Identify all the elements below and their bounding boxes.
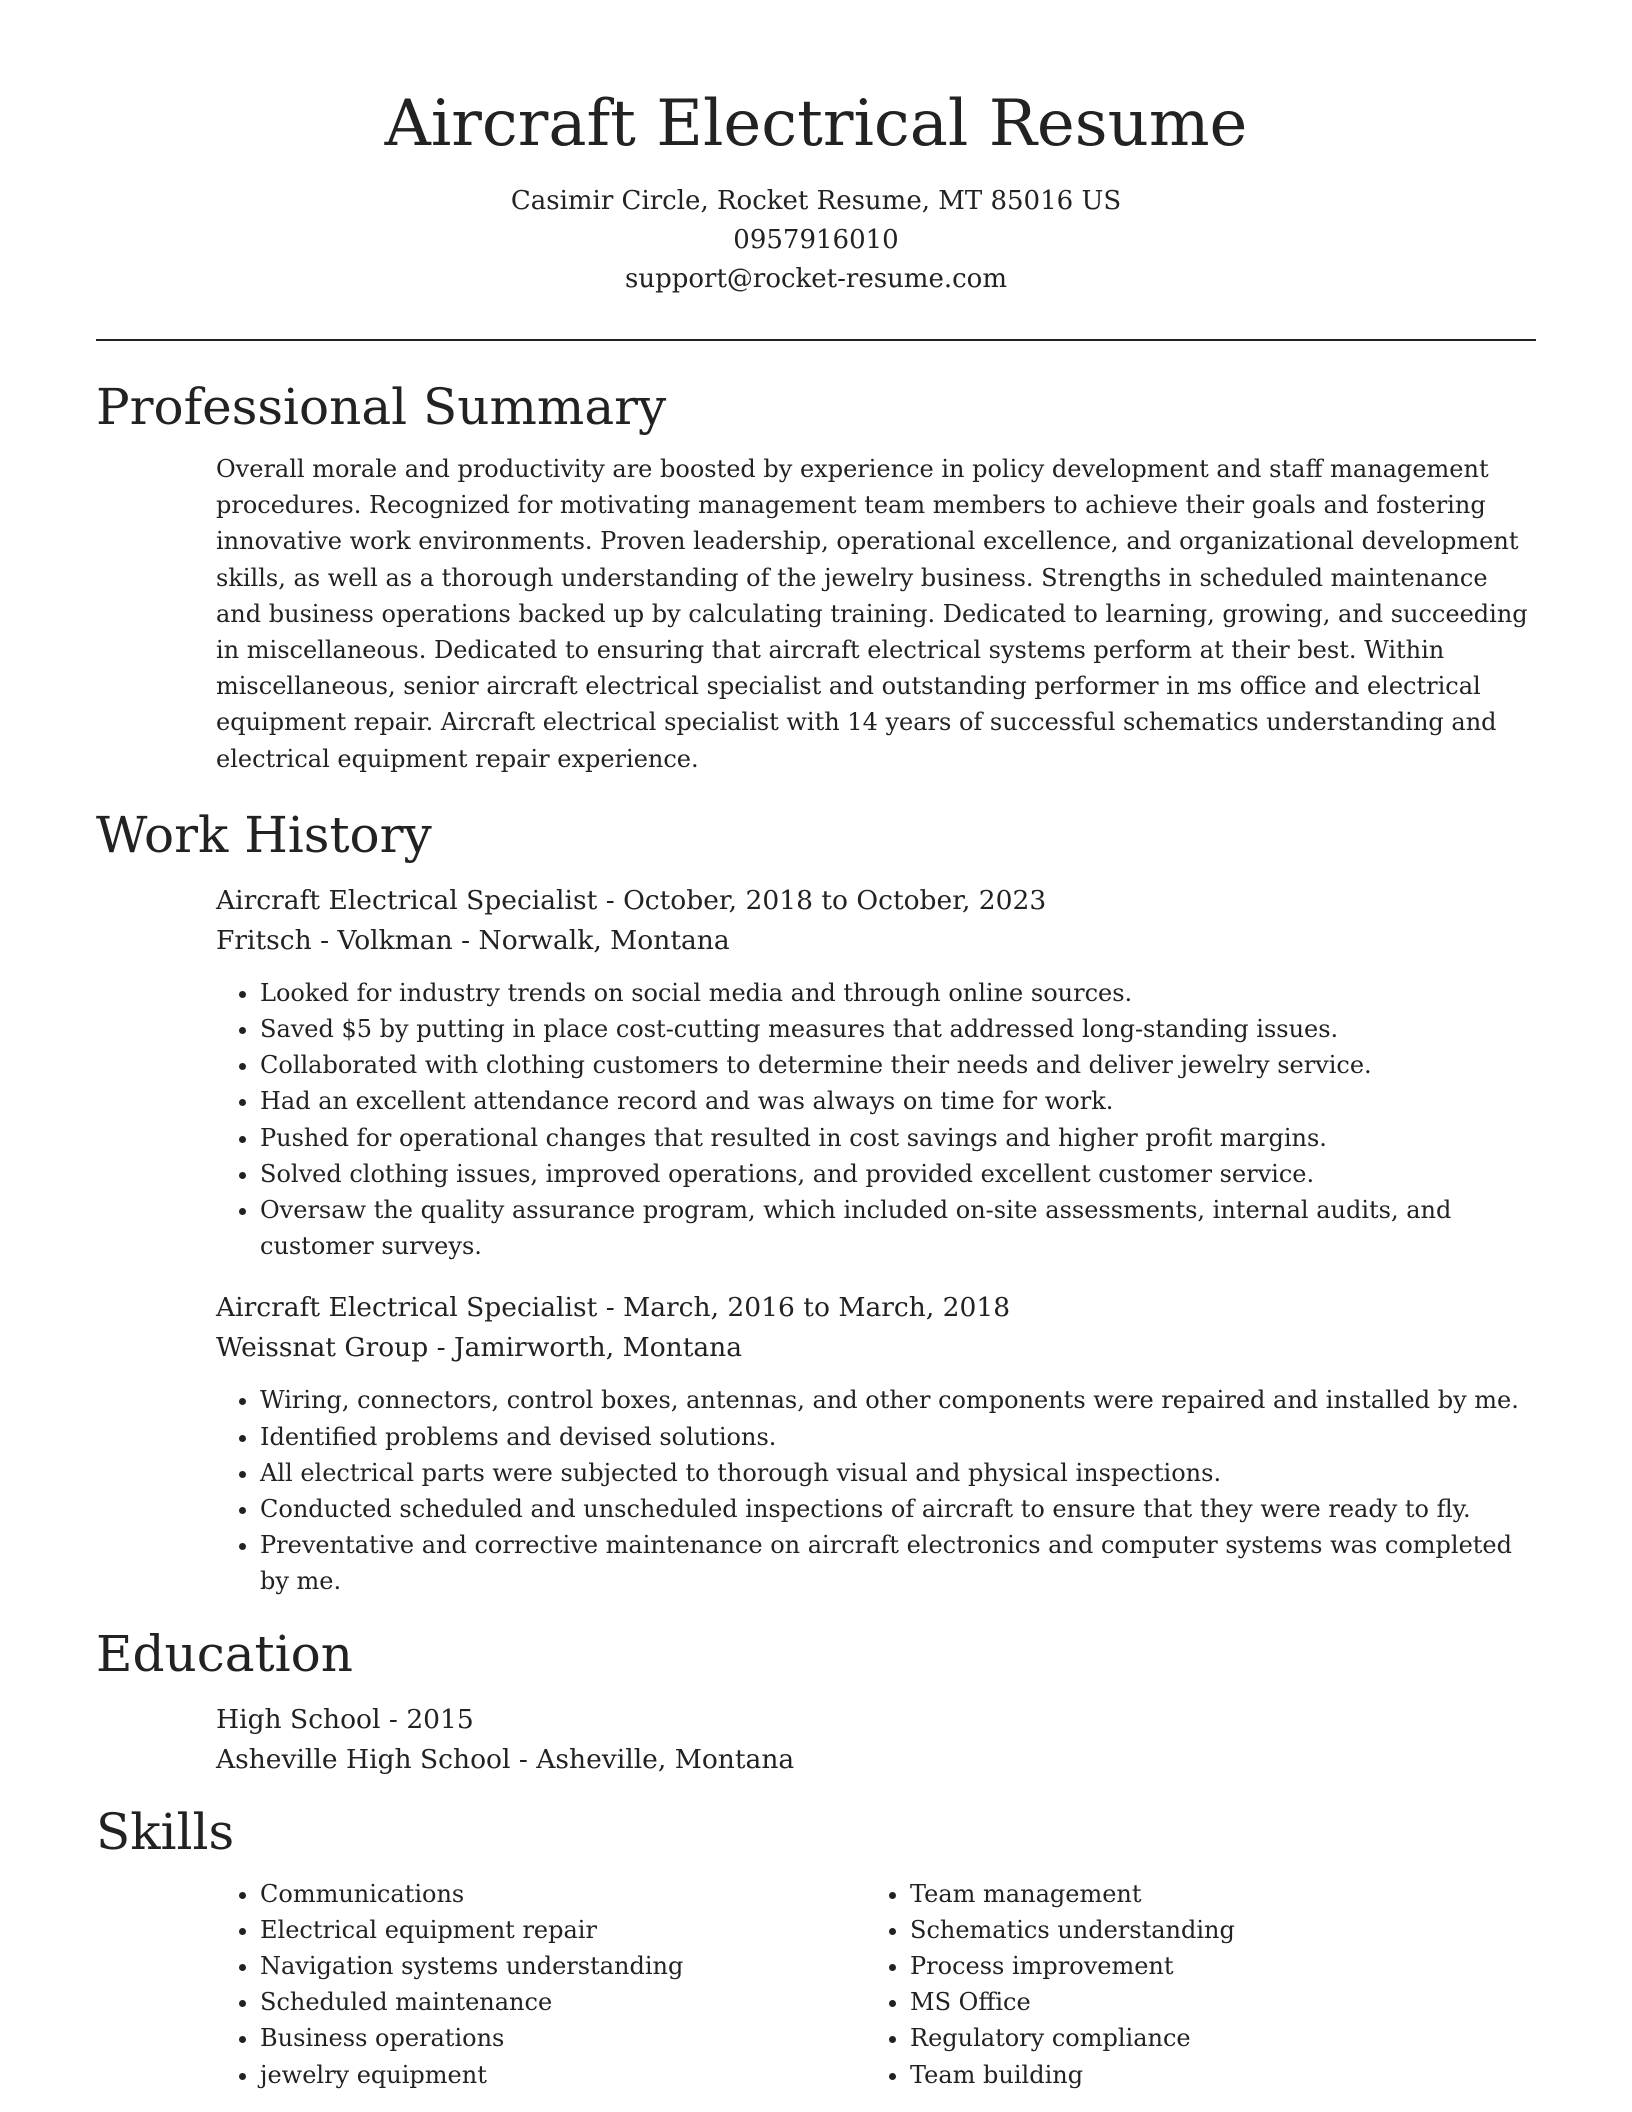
list-item: • Looked for industry trends on social media and through online sources. bbox=[260, 975, 1536, 1011]
list-item: • Conducted scheduled and unscheduled inspections of aircraft to ensure that they were ready to fly. bbox=[260, 1491, 1536, 1527]
education-school-line bbox=[216, 1740, 1536, 1780]
skills-grid bbox=[216, 1876, 1536, 2093]
contact-phone: 0957916010 bbox=[733, 225, 899, 255]
list-item: • Wiring, connectors, control boxes, antennas, and other components were repaired and installed by me. bbox=[260, 1382, 1536, 1418]
skills-section bbox=[96, 1800, 1536, 2093]
education-degree-line bbox=[216, 1700, 1536, 1740]
list-item: • Saved $5 by putting in place cost-cutting measures that addressed long-standing issues. bbox=[260, 1011, 1536, 1047]
job-dates: October, 2018 to October, 2023 bbox=[623, 884, 1047, 916]
list-item: • Had an excellent attendance record and was always on time for work. bbox=[260, 1083, 1536, 1119]
job-location: Norwalk, Montana bbox=[478, 924, 730, 956]
job-role: Aircraft Electrical Specialist bbox=[216, 1292, 598, 1324]
education-degree: High School bbox=[216, 1703, 381, 1735]
education-year: 2015 bbox=[406, 1703, 474, 1735]
skills-column-right bbox=[866, 1876, 1510, 2093]
list-item: • MS Office bbox=[910, 1984, 1510, 2020]
summary-text: Overall morale and productivity are boosted by experience in policy development and staff management procedures. Recognized for motivating management team members to achieve their goals and fostering innovative work environments. Proven leadership, operational excellence, and organizational development skills, as well as a thorough understanding of the jewelry business. Strengths in scheduled maintenance and business operations backed up by calculating training. Dedicated to learning, growing, and succeeding in miscellaneous. Dedicated to ensuring that aircraft electrical systems perform at their best. Within miscellaneous, senior aircraft electrical specialist and outstanding performer in ms office and electrical equipment repair. Aircraft electrical specialist with 14 years of successful schematics understanding and electrical equipment repair experience. bbox=[216, 455, 1528, 773]
job-separator: - bbox=[597, 884, 624, 916]
job-company: Fritsch - Volkman bbox=[216, 924, 453, 956]
skills-column-left bbox=[216, 1876, 866, 2093]
job-company-line bbox=[216, 921, 1536, 961]
education-heading: Education bbox=[96, 1624, 353, 1683]
education-entry bbox=[216, 1700, 1536, 1780]
education-separator: - bbox=[380, 1703, 407, 1735]
job-location: Jamirworth, Montana bbox=[454, 1332, 743, 1364]
work-history-heading: Work History bbox=[96, 805, 432, 864]
list-item: • Team building bbox=[910, 2057, 1510, 2093]
list-item: • Collaborated with clothing customers to determine their needs and deliver jewelry service. bbox=[260, 1047, 1536, 1083]
list-item: • Schematics understanding bbox=[910, 1912, 1510, 1948]
list-item: • Process improvement bbox=[910, 1948, 1510, 1984]
contact-email[interactable]: support@rocket-resume.com bbox=[624, 264, 1007, 294]
list-item: • Preventative and corrective maintenance on aircraft electronics and computer systems was completed by me. bbox=[260, 1527, 1536, 1599]
education-separator: - bbox=[510, 1743, 537, 1775]
list-item: • Navigation systems understanding bbox=[260, 1948, 866, 1984]
list-item: • Business operations bbox=[260, 2020, 866, 2056]
job-separator: - bbox=[428, 1332, 455, 1364]
list-item: • Oversaw the quality assurance program, which included on-site assessments, internal audits, and customer surveys. bbox=[260, 1192, 1536, 1264]
job-role: Aircraft Electrical Specialist bbox=[216, 884, 598, 916]
job-company-line bbox=[216, 1328, 1536, 1368]
job-bullets bbox=[216, 975, 1536, 1265]
list-item: • Electrical equipment repair bbox=[260, 1912, 866, 1948]
summary-section bbox=[96, 375, 1536, 777]
resume-title: Aircraft Electrical Resume bbox=[384, 87, 1248, 161]
contact-address: Casimir Circle, Rocket Resume, MT 85016 US bbox=[510, 186, 1122, 216]
job-bullets bbox=[216, 1382, 1536, 1599]
job-dates: March, 2016 to March, 2018 bbox=[623, 1292, 1011, 1324]
education-section bbox=[96, 1622, 1536, 1780]
work-history-section bbox=[96, 803, 1536, 1600]
list-item: • Pushed for operational changes that resulted in cost savings and higher profit margins. bbox=[260, 1120, 1536, 1156]
summary-heading: Professional Summary bbox=[96, 378, 667, 436]
job-title-line bbox=[216, 881, 1536, 921]
list-item: • Communications bbox=[260, 1876, 866, 1912]
list-item: • All electrical parts were subjected to thorough visual and physical inspections. bbox=[260, 1455, 1536, 1491]
list-item: • Identified problems and devised solutions. bbox=[260, 1419, 1536, 1455]
job-title-line bbox=[216, 1288, 1536, 1328]
education-school: Asheville High School bbox=[216, 1743, 511, 1775]
contact-block bbox=[96, 182, 1536, 299]
job-separator: - bbox=[597, 1292, 624, 1324]
list-item: • Regulatory compliance bbox=[910, 2020, 1510, 2056]
resume-header bbox=[96, 0, 1536, 299]
education-location: Asheville, Montana bbox=[536, 1743, 795, 1775]
resume-page bbox=[96, 0, 1536, 2093]
skills-heading: Skills bbox=[96, 1802, 235, 1861]
list-item: • jewelry equipment bbox=[260, 2057, 866, 2093]
header-divider bbox=[96, 339, 1536, 341]
job-separator: - bbox=[452, 924, 479, 956]
job-entry bbox=[216, 1288, 1536, 1599]
list-item: • Solved clothing issues, improved operations, and provided excellent customer service. bbox=[260, 1156, 1536, 1192]
list-item: • Team management bbox=[910, 1876, 1510, 1912]
list-item: • Scheduled maintenance bbox=[260, 1984, 866, 2020]
job-company: Weissnat Group bbox=[216, 1332, 429, 1364]
job-entry bbox=[216, 881, 1536, 1265]
